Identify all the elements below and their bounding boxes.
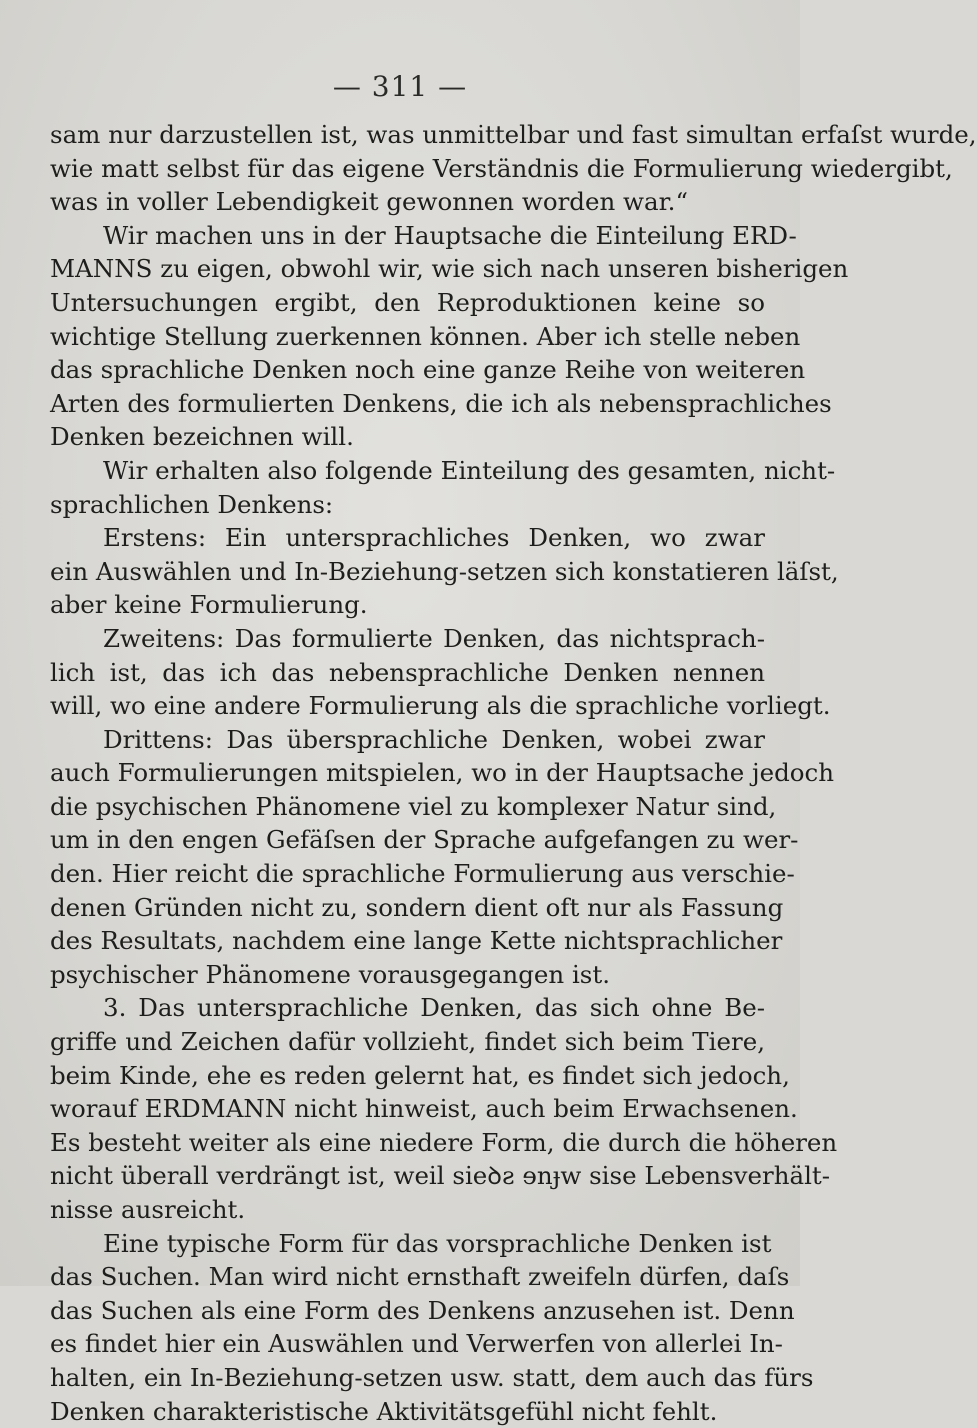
text-line: griffe und Zeichen dafür vollzieht, findet sich beim Tiere, xyxy=(50,1027,765,1057)
text-line: sprachlichen Denkens: xyxy=(50,489,334,519)
text-line: das Suchen als eine Form des Denkens anzusehen ist. Denn xyxy=(50,1295,795,1325)
text-line: wie matt selbst für das eigene Verständnis die Formulierung wiedergibt, xyxy=(50,153,953,183)
text-line: Eine typische Form für das vorsprachliche Denken ist xyxy=(103,1228,772,1258)
text-line: das sprachliche Denken noch eine ganze Reihe von weiteren xyxy=(50,355,806,385)
body-text xyxy=(50,118,977,1428)
text-line: auch Formulierungen mitspielen, wo in der Hauptsache jedoch xyxy=(50,758,835,788)
text-line: Zweitens: Das formulierte Denken, das nichtsprach- xyxy=(103,623,765,653)
text-line: worauf ERDMANN nicht hinweist, auch beim Erwachsenen. xyxy=(50,1094,798,1124)
text-line: Drittens: Das übersprachliche Denken, wobei zwar xyxy=(103,724,765,754)
text-line: will, wo eine andere Formulierung als die sprachliche vorliegt. xyxy=(50,691,831,721)
text-line: lich ist, das ich das nebensprachliche Denken nennen xyxy=(50,657,765,687)
text-line: das Suchen. Man wird nicht ernsthaft zweifeln dürfen, daſs xyxy=(50,1262,790,1292)
text-line: ein Auswählen und In-Beziehung-setzen sich konstatieren läſst, xyxy=(50,556,839,586)
text-line: MANNS zu eigen, obwohl wir, wie sich nach unseren bisherigen xyxy=(50,254,849,284)
text-line: Arten des formulierten Denkens, die ich als nebensprachliches xyxy=(50,388,832,418)
text-line: halten, ein In-Beziehung-setzen usw. statt, dem auch das fürs xyxy=(50,1362,814,1392)
text-line: Es besteht weiter als eine niedere Form, die durch die höheren xyxy=(50,1127,838,1157)
text-line: Erstens: Ein untersprachliches Denken, wo zwar xyxy=(103,523,765,553)
text-line: die psychischen Phänomene viel zu komplexer Natur sind, xyxy=(50,791,777,821)
text-line: denen Gründen nicht zu, sondern dient oft nur als Fassung xyxy=(50,892,784,922)
text-line: wichtige Stellung zuerkennen können. Aber ich stelle neben xyxy=(50,321,801,351)
text-line: den. Hier reicht die sprachliche Formulierung aus verschie- xyxy=(50,859,795,889)
text-line: um in den engen Gefäſsen der Sprache aufgefangen zu wer- xyxy=(50,825,799,855)
page-number-header: — 311 — xyxy=(332,70,468,103)
text-line: des Resultats, nachdem eine lange Kette nichtsprachlicher xyxy=(50,926,783,956)
text-line: nisse ausreicht. xyxy=(50,1195,246,1224)
text-line: Denken charakteristische Aktivitätsgefühl nicht fehlt. xyxy=(50,1396,718,1426)
text-line: Denken bezeichnen will. xyxy=(50,422,354,452)
text-line: Wir erhalten also folgende Einteilung des gesamten, nicht- xyxy=(103,455,836,485)
text-line: psychischer Phänomene vorausgegangen ist. xyxy=(50,959,611,989)
text-line: Untersuchungen ergibt, den Reproduktionen keine so xyxy=(50,287,765,317)
text-line: 3. Das untersprachliche Denken, das sich ohne Be- xyxy=(103,993,765,1023)
text-line: es findet hier ein Auswählen und Verwerfen von allerlei In- xyxy=(50,1329,783,1359)
text-line: beim Kinde, ehe es reden gelernt hat, es findet sich jedoch, xyxy=(50,1060,790,1090)
text-line: was in voller Lebendigkeit gewonnen worden war.“ xyxy=(50,187,688,217)
text-line: nicht überall verdrängt ist, weil sieꝺƨ ɘnɟw sise Lebensverhält- xyxy=(50,1161,831,1191)
text-line: aber keine Formulierung. xyxy=(50,590,368,620)
text-line: sam nur darzustellen ist, was unmittelbar und fast simultan erfaſst wurde, xyxy=(50,120,977,149)
text-line: Wir machen uns in der Hauptsache die Einteilung ERD- xyxy=(103,220,797,250)
